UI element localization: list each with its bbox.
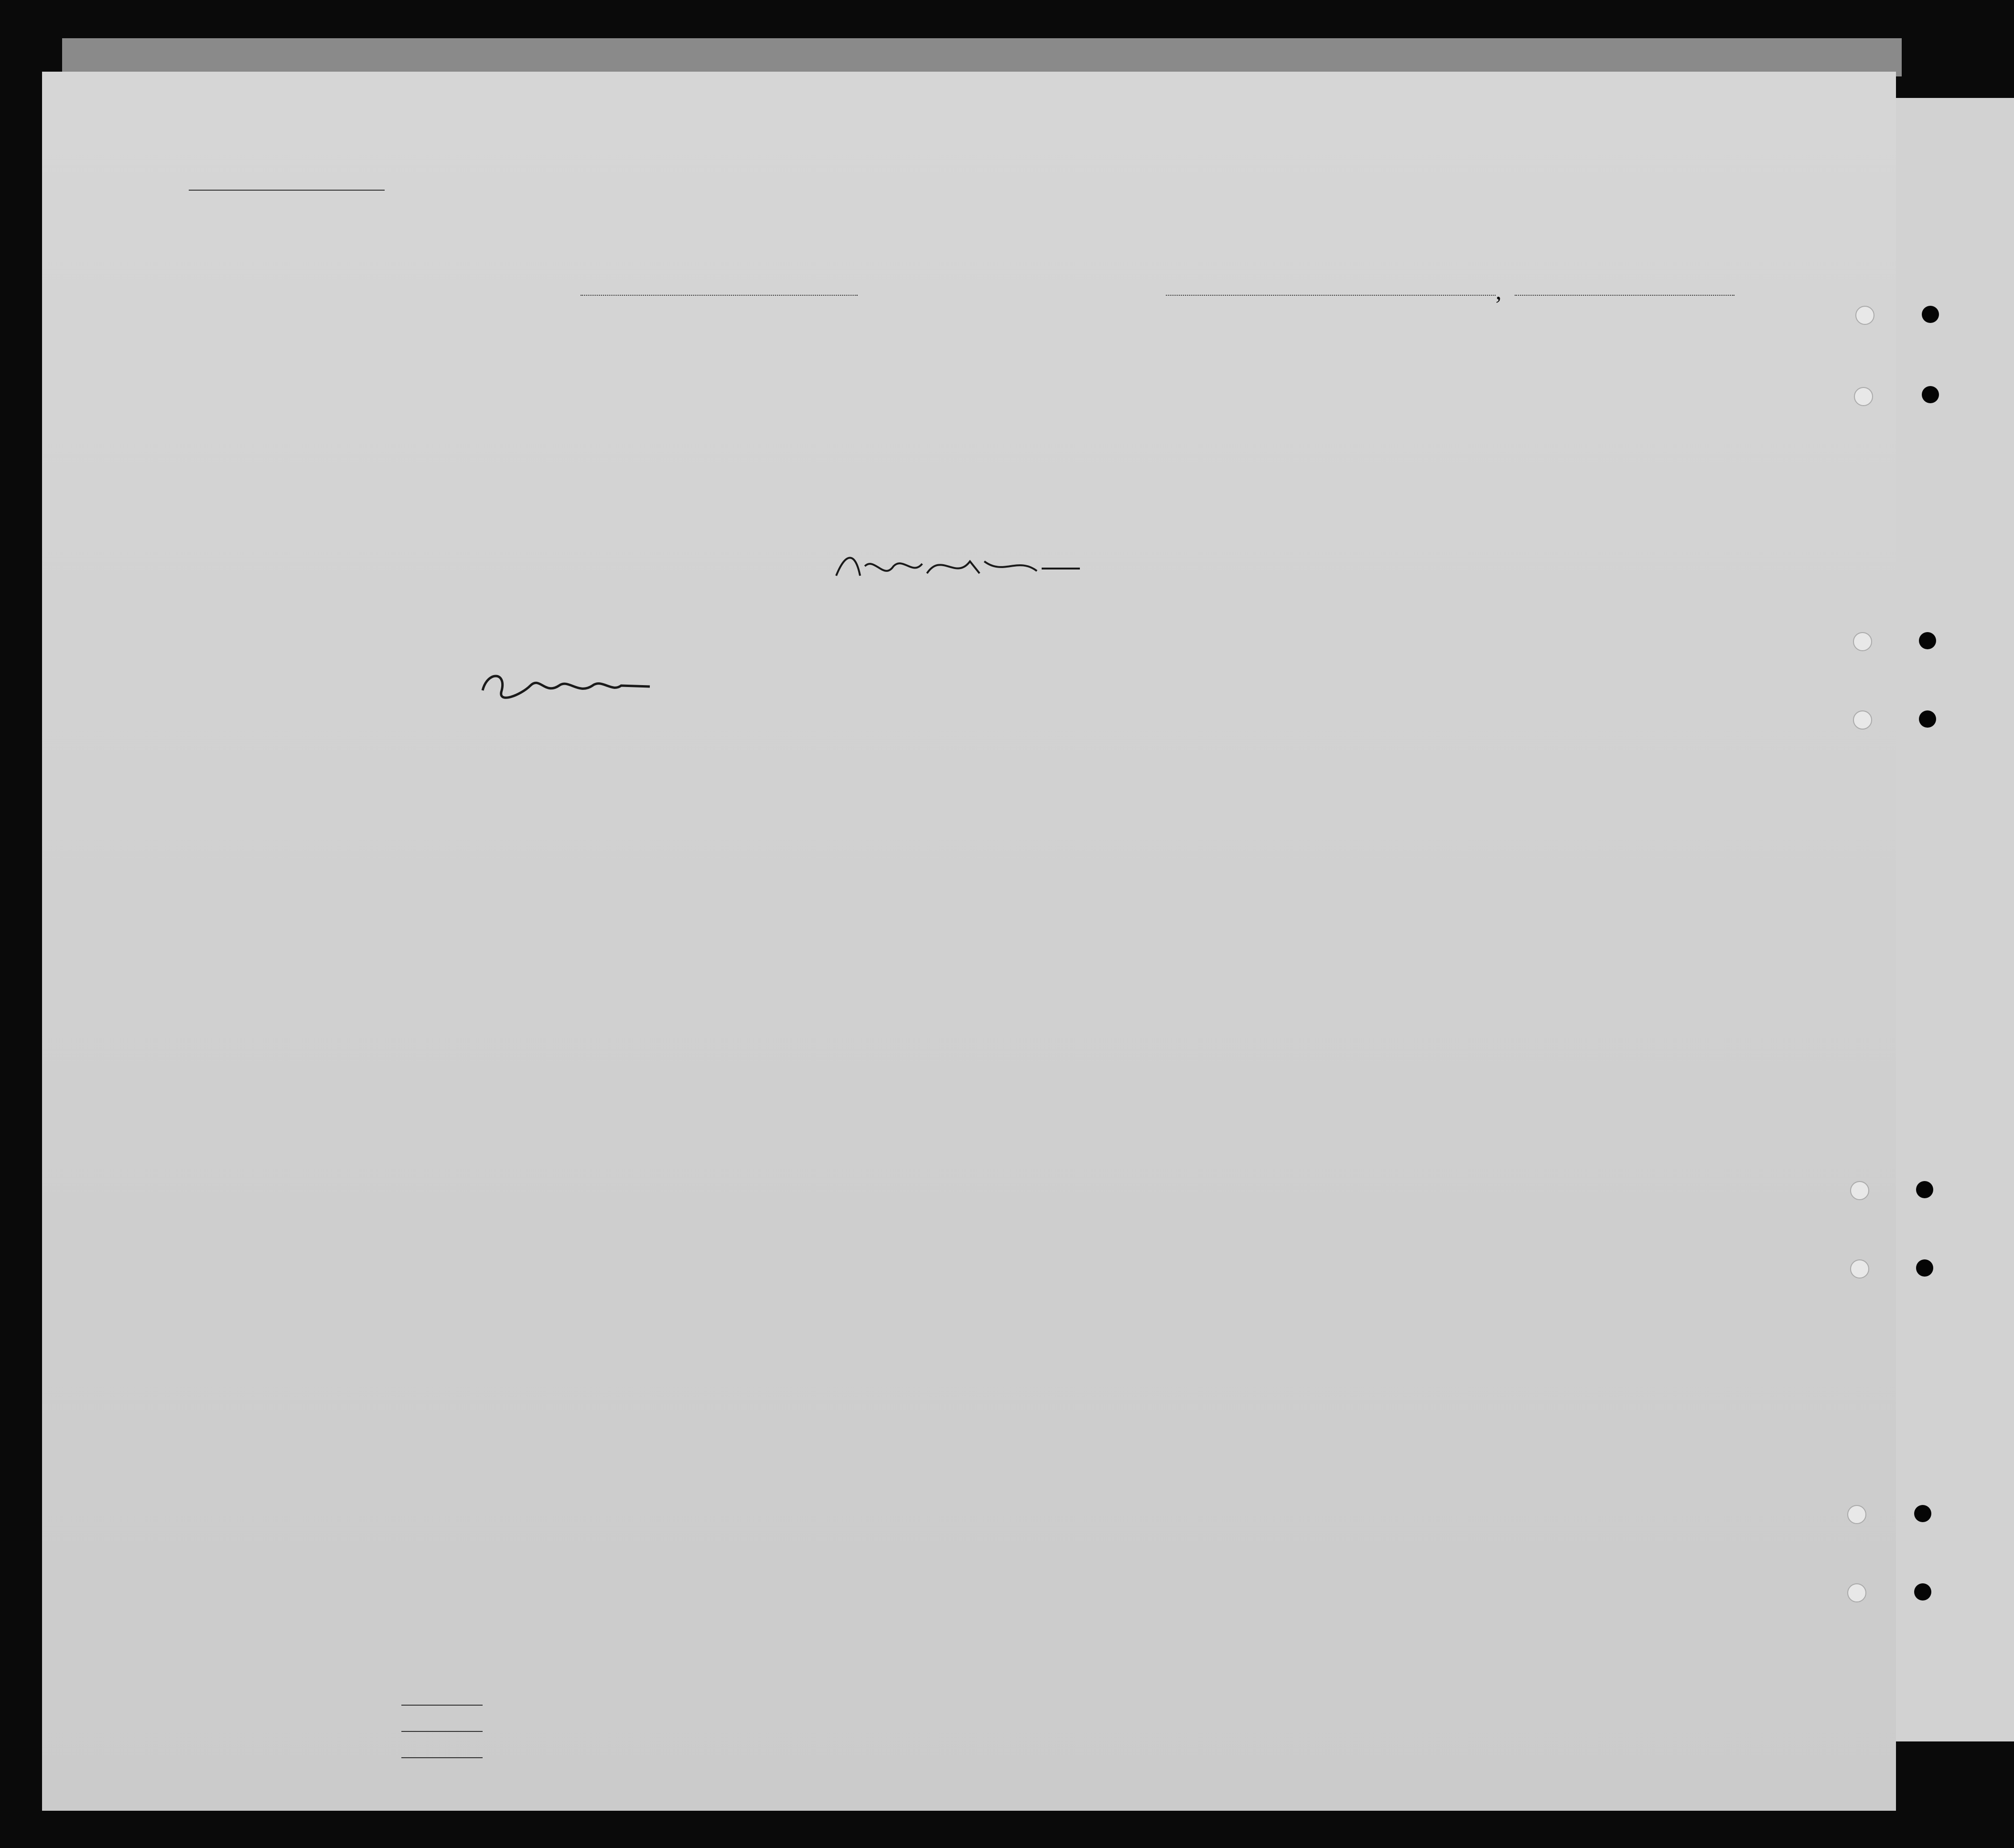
binder-hole: [1855, 306, 1874, 325]
date-underline: [1515, 295, 1734, 296]
ship-underline: [581, 295, 858, 296]
binder-hole: [1919, 632, 1936, 649]
binder-hole: [1916, 1259, 1933, 1277]
footer-total-line: [401, 1705, 483, 1706]
binder-hole: [1854, 387, 1873, 406]
binder-hole: [1916, 1181, 1933, 1198]
binder-hole: [1914, 1583, 1931, 1601]
binder-hole: [1853, 710, 1872, 730]
binder-hole: [1919, 710, 1936, 728]
inspector-signature-scrawl: [831, 547, 1118, 585]
binder-hole: [1922, 386, 1939, 403]
binder-hole: [1853, 632, 1872, 651]
binder-hole: [1850, 1181, 1869, 1200]
binder-hole: [1922, 306, 1939, 323]
binder-hole: [1847, 1583, 1866, 1602]
binder-hole: [1850, 1259, 1869, 1279]
list-underline: [189, 190, 385, 191]
inspector-signature: [831, 547, 1118, 592]
binder-hole: [1914, 1505, 1931, 1522]
footer-citizens-line: [401, 1731, 483, 1732]
purser-signature-scrawl: [478, 666, 659, 709]
port-underline: [1166, 295, 1496, 296]
binder-hole: [1847, 1505, 1866, 1524]
purser-signature: [478, 666, 659, 712]
footer-aliens-line: [401, 1757, 483, 1758]
comma: ,: [1496, 278, 1502, 304]
